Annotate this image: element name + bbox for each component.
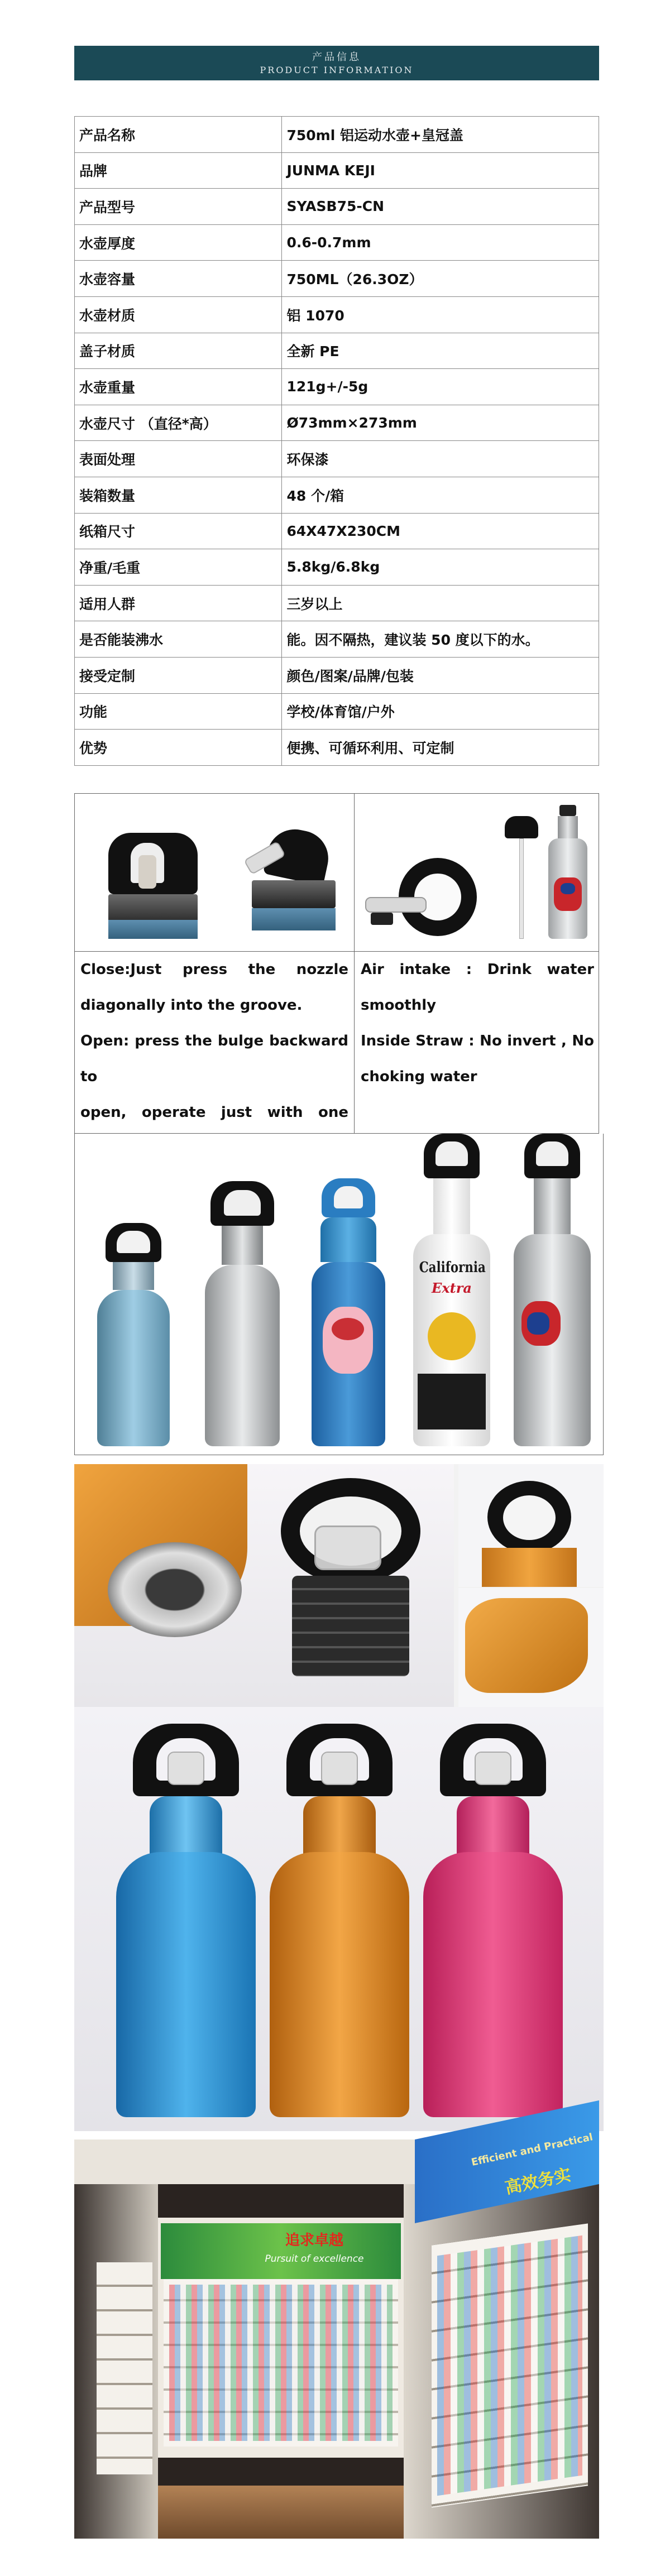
- spec-label: 品牌: [75, 152, 282, 189]
- bottle-lineup-image: [74, 1134, 604, 1455]
- spec-value: 环保漆: [282, 441, 599, 477]
- feature-left-line: open, operate just with one: [80, 1104, 348, 1121]
- spec-label: 适用人群: [75, 585, 282, 621]
- showroom-photo: [74, 2131, 599, 2539]
- pink-color-bottle: [423, 1724, 563, 2120]
- spec-label: 水壶尺寸 （直径*高）: [75, 405, 282, 441]
- spec-value: 三岁以上: [282, 585, 599, 621]
- spec-label: 纸箱尺寸: [75, 513, 282, 549]
- feature-left-line: diagonally into the groove.: [80, 997, 303, 1014]
- feature-right-line: choking water: [361, 1068, 477, 1085]
- extra-label: Extra: [432, 1280, 472, 1296]
- spec-label: 产品型号: [75, 189, 282, 225]
- spec-value: 64X47X230CM: [282, 513, 599, 549]
- spec-row: [75, 189, 599, 225]
- lid-detail-image: [74, 1464, 604, 1707]
- spec-label: 优势: [75, 730, 282, 766]
- spec-row: [75, 730, 599, 766]
- spec-label: 水壶重量: [75, 369, 282, 405]
- spec-value: 学校/体育馆/户外: [282, 693, 599, 730]
- spec-row: [75, 369, 599, 405]
- silver-bottle: [200, 1181, 284, 1449]
- blue-bottle: [92, 1223, 175, 1449]
- spec-row: [75, 261, 599, 297]
- feature-right-line: smoothly: [361, 997, 437, 1014]
- cap-straw-image: [365, 847, 494, 942]
- spec-label: 水壶厚度: [75, 224, 282, 261]
- banner-title-cn: 产品信息: [312, 51, 361, 63]
- spec-label: 水壶材质: [75, 296, 282, 333]
- spec-value: 全新 PE: [282, 333, 599, 369]
- blue-color-bottle: [116, 1724, 256, 2120]
- product-info-banner: [74, 46, 599, 80]
- spec-row: [75, 117, 599, 153]
- straw-and-bottle-image: [505, 805, 594, 944]
- air-straw-description: [361, 952, 594, 1095]
- cap-closeup-panel: [74, 793, 599, 952]
- spec-row: [75, 657, 599, 693]
- right-sign-en: Efficient and Practical: [470, 2131, 594, 2169]
- california-bottle: [410, 1134, 494, 1449]
- spec-row: [75, 333, 599, 369]
- spec-value: Ø73mm×273mm: [282, 405, 599, 441]
- spec-label: 接受定制: [75, 657, 282, 693]
- feature-left-line: Close:Just press the nozzle: [80, 961, 348, 978]
- spec-label: 产品名称: [75, 117, 282, 153]
- spec-label: 表面处理: [75, 441, 282, 477]
- features-panel: [74, 952, 599, 1134]
- three-color-bottles-image: [74, 1707, 604, 2131]
- spec-label: 是否能装沸水: [75, 621, 282, 658]
- spiderman-bottle: [510, 1134, 594, 1449]
- spec-table: [74, 116, 599, 766]
- spec-value: 750ML（26.3OZ）: [282, 261, 599, 297]
- spec-label: 水壶容量: [75, 261, 282, 297]
- center-sign-cn: 追求卓越: [285, 2232, 343, 2249]
- center-sign-en: Pursuit of excellence: [265, 2253, 364, 2265]
- feature-left-line: Open: press the bulge backward to: [80, 1033, 348, 1085]
- blue-printed-bottle: [309, 1178, 387, 1449]
- spec-value: 5.8kg/6.8kg: [282, 549, 599, 586]
- spec-value: 750ml 铝运动水壶+皇冠盖: [282, 117, 599, 153]
- spec-value: 铝 1070: [282, 296, 599, 333]
- cap-front-image: [103, 827, 203, 939]
- banner-title-en: PRODUCT INFORMATION: [260, 65, 414, 75]
- cap-side-image: [228, 824, 340, 942]
- spec-row: [75, 405, 599, 441]
- spec-label: 净重/毛重: [75, 549, 282, 586]
- spec-value: 便携、可循环利用、可定制: [282, 730, 599, 766]
- spec-value: 48 个/箱: [282, 477, 599, 513]
- spec-row: [75, 585, 599, 621]
- spec-row: [75, 693, 599, 730]
- spec-value: 颜色/图案/品牌/包装: [282, 657, 599, 693]
- spec-row: [75, 296, 599, 333]
- spec-label: 功能: [75, 693, 282, 730]
- spec-row: [75, 621, 599, 658]
- spec-label: 装箱数量: [75, 477, 282, 513]
- spec-value: JUNMA KEJI: [282, 152, 599, 189]
- orange-color-bottle: [270, 1724, 409, 2120]
- spec-label: 盖子材质: [75, 333, 282, 369]
- spec-row: [75, 441, 599, 477]
- spec-row: [75, 549, 599, 586]
- spec-value: 121g+/-5g: [282, 369, 599, 405]
- spec-value: SYASB75-CN: [282, 189, 599, 225]
- spec-value: 0.6-0.7mm: [282, 224, 599, 261]
- spec-value: 能。因不隔热，建议装 50 度以下的水。: [282, 621, 599, 658]
- spec-row: [75, 477, 599, 513]
- right-sign-cn: 高效务实: [503, 2165, 573, 2199]
- spec-row: [75, 513, 599, 549]
- california-label: California: [419, 1259, 486, 1276]
- spec-row: [75, 224, 599, 261]
- feature-right-line: Inside Straw : No invert , No: [361, 1033, 594, 1049]
- spec-row: [75, 152, 599, 189]
- feature-right-line: Air intake : Drink water: [361, 961, 594, 978]
